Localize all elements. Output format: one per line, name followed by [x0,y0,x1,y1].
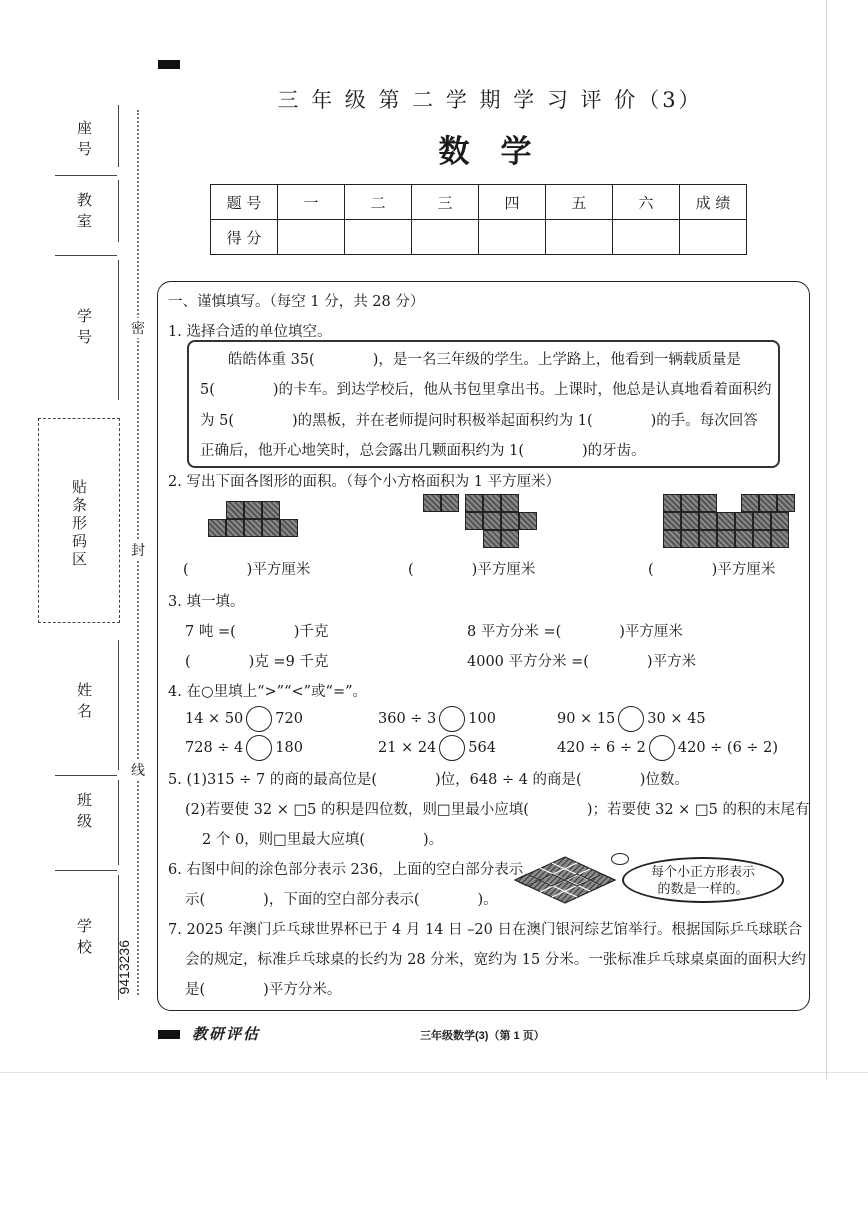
compare-circle[interactable] [439,706,465,732]
q3-item[interactable]: ( )克 =9 千克 [185,654,329,670]
compare-circle[interactable] [649,735,675,761]
q7-line: 会的规定，标准乒乓球桌的长约为 28 分米，宽约为 15 分米。一张标准乒乓球桌桌面的面积大约 [185,952,806,968]
q4-right: 100 [468,711,496,727]
q6-line: 6. 右图中间的涂色部分表示 236，上面的空白部分表示 [168,862,524,878]
q3-item[interactable]: 4000 平方分米 =( )平方米 [467,654,697,670]
footer-publisher: 教研评估 [192,1025,261,1043]
q5-line: 5. (1)315 ÷ 7 的商的最高位是( )位，648 ÷ 4 的商是( )位数。 [168,772,689,788]
barcode-area [38,418,120,623]
divider [118,780,119,865]
q3-item[interactable]: 7 吨 =( )千克 [185,624,329,640]
q1-line: 皓皓体重 35( )，是一名三年级的学生。上学路上，他看到一辆载质量是 [228,352,741,368]
q5-line: 2 个 0，则□里最大应填( )。 [202,832,444,848]
speech-bubble-tail [611,853,629,865]
seal-char-xian: 线 [129,760,147,780]
score-cell: 四 [479,185,546,220]
q2-answer-1[interactable]: ( )平方厘米 [183,562,311,578]
score-input[interactable] [345,220,412,255]
sidebar-label-school: 学校 [75,918,93,960]
q6-note-bubble: 每个小正方形表示 的数是一样的。 [622,857,784,903]
q4-title: 4. 在○里填上“>”“<”或“=”。 [168,684,368,700]
score-input[interactable] [546,220,613,255]
divider [55,775,117,776]
divider [118,105,119,167]
compare-circle[interactable] [439,735,465,761]
q4-item [185,706,303,732]
sidebar-label-classroom: 教室 [75,192,93,234]
score-cell: 五 [546,185,613,220]
compare-circle[interactable] [618,706,644,732]
q4-left: 728 ÷ 4 [185,740,244,756]
score-cell: 得 分 [211,220,278,255]
q7-line: 是( )平方分米。 [185,982,342,998]
q4-right: 564 [468,740,496,756]
q4-left: 90 × 15 [557,711,616,727]
q4-right: 420 ÷ (6 ÷ 2) [677,740,779,756]
seal-char-feng: 封 [129,540,147,560]
q6-diamond-figure [510,855,620,905]
q3-item[interactable]: 8 平方分米 =( )平方厘米 [467,624,683,640]
q4-right: 720 [275,711,303,727]
q3-title: 3. 填一填。 [168,594,245,610]
q1-line: 正确后，他开心地笑时，总会露出几颗面积约为 1( )的牙齿。 [200,443,646,459]
compare-circle[interactable] [246,735,272,761]
barcode-area-label: 贴条形码区 [70,479,88,569]
score-table-score-row [211,220,747,255]
score-cell: 六 [613,185,680,220]
footer-page: 三年级数学(3)（第 1 页） [420,1030,545,1042]
q4-left: 14 × 50 [185,711,244,727]
q4-item [557,706,706,732]
score-input[interactable] [479,220,546,255]
divider [118,640,119,770]
page-subtitle: 三 年 级 第 二 学 期 学 习 评 价（3） [277,88,703,112]
q4-left: 420 ÷ 6 ÷ 2 [557,740,646,756]
q4-item [378,735,496,761]
q4-left: 360 ÷ 3 [378,711,437,727]
q2-title: 2. 写出下面各图形的面积。（每个小方格面积为 1 平方厘米） [168,474,561,490]
score-input[interactable] [613,220,680,255]
q1-line: 为 5( )的黑板，并在老师提问时积极举起面积约为 1( )的手。每次回答 [200,413,758,429]
score-cell: 二 [345,185,412,220]
scan-edge [0,1072,868,1073]
sidebar-label-name: 姓名 [75,682,93,724]
section-heading: 一、谨慎填写。（每空 1 分，共 28 分） [168,294,425,310]
scan-edge [826,0,827,1080]
q4-left: 21 × 24 [378,740,437,756]
score-input[interactable] [412,220,479,255]
score-cell: 成 绩 [680,185,747,220]
sidebar-label-seat: 座号 [75,120,93,162]
page-title: 数 学 [438,134,532,170]
q2-answer-2[interactable]: ( )平方厘米 [408,562,536,578]
corner-mark [158,60,180,69]
divider [55,175,117,176]
score-table [210,184,747,255]
score-table-header-row [211,185,747,220]
q1-title: 1. 选择合适的单位填空。 [168,324,332,340]
q7-line: 7. 2025 年澳门乒乓球世界杯已于 4 月 14 日 –20 日在澳门银河综艺馆举行。根据国际乒乓球联合 [168,922,802,938]
id-number: 9413236 [116,940,132,995]
q4-item [378,706,496,732]
q5-line: (2)若要使 32 × □5 的积是四位数，则□里最小应填( )；若要使 32 × □5 的积的末尾有 [185,802,810,818]
compare-circle[interactable] [246,706,272,732]
q4-item [185,735,303,761]
q4-right: 30 × 45 [647,711,706,727]
footer-mark [158,1030,180,1039]
divider [55,255,117,256]
divider [55,870,117,871]
score-input[interactable] [680,220,747,255]
score-input[interactable] [278,220,345,255]
score-cell: 题 号 [211,185,278,220]
q1-line: 5( )的卡车。到达学校后，他从书包里拿出书。上课时，他总是认真地看着面积约 [200,382,772,398]
score-cell: 一 [278,185,345,220]
q4-right: 180 [275,740,303,756]
q4-item [557,735,778,761]
sidebar-label-student-no: 学号 [75,308,93,350]
sidebar-label-class: 班级 [75,792,93,834]
score-cell: 三 [412,185,479,220]
q2-answer-3[interactable]: ( )平方厘米 [648,562,776,578]
seal-char-mi: 密 [129,318,147,338]
divider [118,260,119,400]
q6-line: 示( )，下面的空白部分表示( )。 [185,892,498,908]
divider [118,180,119,242]
